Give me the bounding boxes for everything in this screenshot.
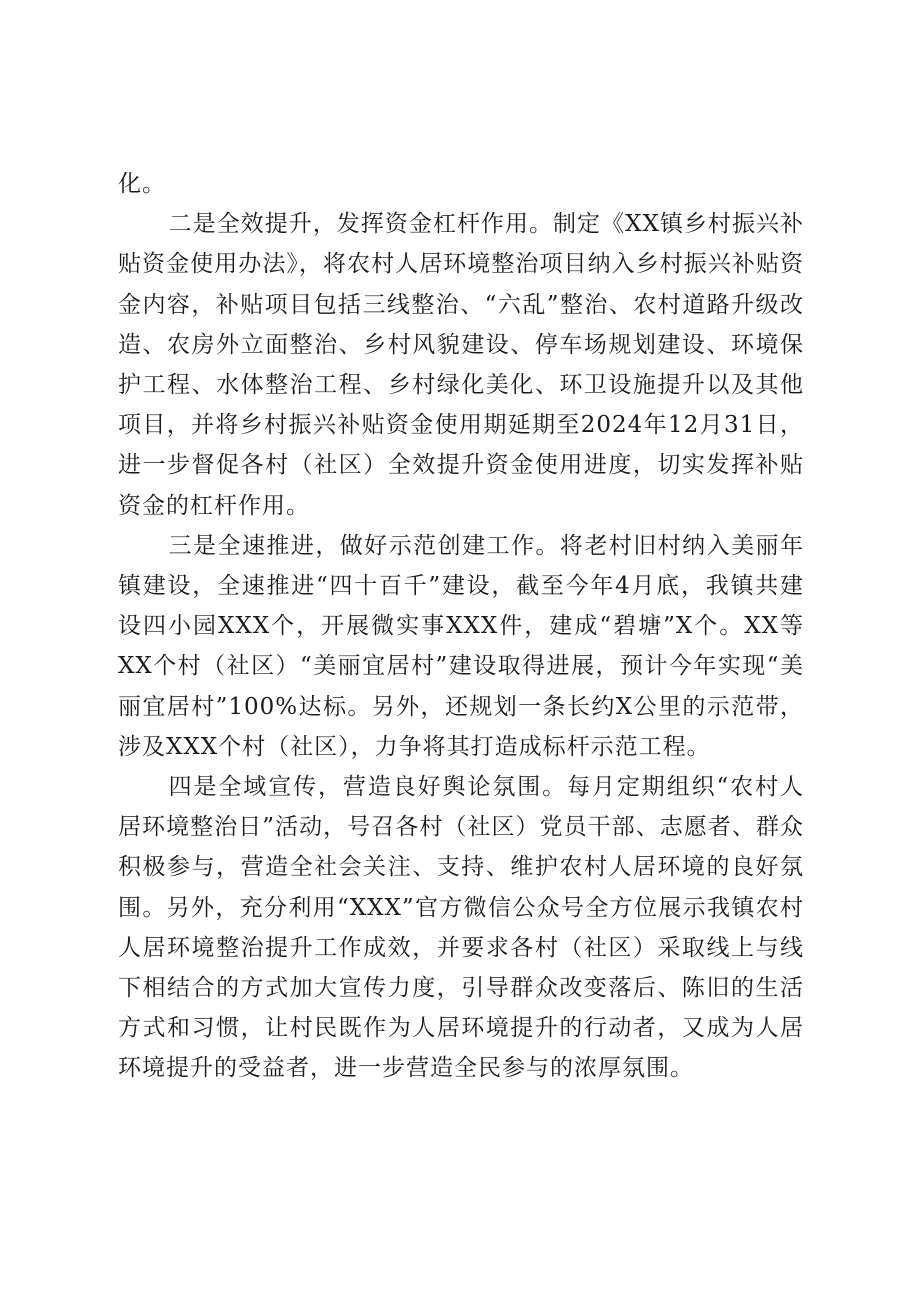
paragraph-full-efficiency: 二是全效提升，发挥资金杠杆作用。制定《XX镇乡村振兴补贴资金使用办法》，将农村人居环境整治项目纳入乡村振兴补贴资金内容，补贴项目包括三线整治、“六乱”整治、农村道路升级改造、农房外立面整治、乡村风貌建设、停车场规划建设、环境保护工程、水体整治工程、乡村绿化美化、环卫设施提升以及其他项目，并将乡村振兴补贴资金使用期延期至2024年12月31日，进一步督促各村（社区）全效提升资金使用进度，切实发挥补贴资金的杠杆作用。 [118,211,804,519]
paragraph-continuation: 化。 [118,171,166,197]
paragraph-full-speed: 三是全速推进，做好示范创建工作。将老村旧村纳入美丽年镇建设，全速推进“四十百千”建设，截至今年4月底，我镇共建设四小园XXX个，开展微实事XXX件，建成“碧塘”X个。XX等XX个村（社区）“美丽宜居村”建设取得进展，预计今年实现“美丽宜居村”100%达标。另外，还规划一条长约X公里的示范带，涉及XXX个村（社区），力争将其打造成标杆示范工程。 [118,532,804,760]
paragraph-publicity: 四是全域宣传，营造良好舆论氛围。每月定期组织“农村人居环境整治日”活动，号召各村（社区）党员干部、志愿者、群众积极参与，营造全社会关注、支持、维护农村人居环境的良好氛围。另外，充分利用“XXX”官方微信公众号全方位展示我镇农村人居环境整治提升工作成效，并要求各村（社区）采取线上与线下相结合的方式加大宣传力度，引导群众改变落后、陈旧的生活方式和习惯，让村民既作为人居环境提升的行动者，又成为人居环境提升的受益者，进一步营造全民参与的浓厚氛围。 [118,774,804,1082]
document-body [118,164,804,1089]
